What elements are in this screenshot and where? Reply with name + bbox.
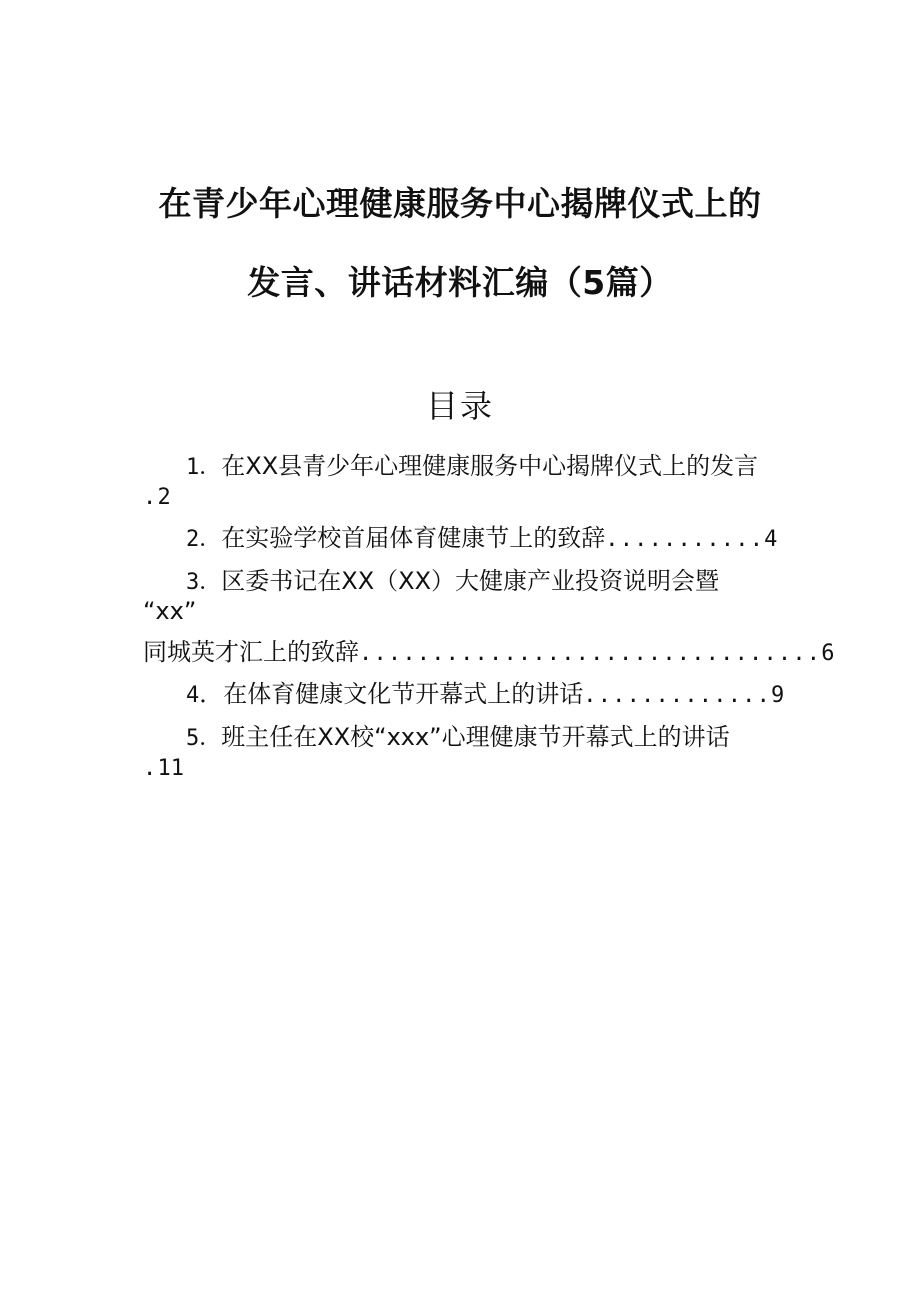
toc-leader-dots: ...........: [605, 527, 765, 552]
toc-leader-dots: .: [143, 485, 158, 510]
toc-page-number: 2: [157, 485, 171, 510]
toc-entry-4[interactable]: [186, 678, 784, 712]
toc-entry-text: 班主任在XX校“xxx”心理健康节开幕式上的讲话: [221, 723, 730, 751]
toc-entry-1-page-line: [143, 480, 171, 514]
toc-heading: 目录: [425, 387, 494, 425]
toc-leader-dots: .............: [583, 683, 772, 708]
toc-entry-5-page-line: [143, 751, 184, 785]
document-title-line-2: 发言、讲话材料汇编（5篇）: [247, 263, 673, 302]
toc-entry-text: 在XX县青少年心理健康服务中心揭牌仪式上的发言: [221, 452, 759, 480]
toc-entry-3[interactable]: [186, 565, 719, 599]
document-title-line-1: 在青少年心理健康服务中心揭牌仪式上的: [158, 184, 762, 223]
toc-page-number: 9: [771, 683, 785, 708]
toc-entry-text: “xx”: [143, 597, 197, 625]
toc-entry-5[interactable]: [186, 721, 730, 755]
toc-leader-dots: ................................: [359, 641, 822, 666]
toc-entry-text: 同城英才汇上的致辞: [143, 638, 359, 666]
toc-leader-dots: .: [143, 756, 158, 781]
toc-entry-number: 5．: [186, 726, 222, 751]
toc-page-number: 4: [764, 527, 778, 552]
toc-entry-number: 4: [186, 683, 200, 708]
toc-entry-number: 3．: [186, 570, 222, 595]
toc-entry-2[interactable]: [186, 522, 777, 556]
toc-entry-number: 1．: [186, 455, 222, 480]
toc-entry-text: 在实验学校首届体育健康节上的致辞: [221, 524, 606, 552]
toc-page-number: 6: [821, 641, 835, 666]
toc-entry-text: ．在体育健康文化节开幕式上的讲话: [199, 680, 584, 708]
toc-page-number: 11: [157, 756, 184, 781]
toc-entry-3-continuation-2: [143, 636, 835, 670]
toc-entry-1[interactable]: [186, 450, 758, 484]
toc-entry-number: 2．: [186, 527, 222, 552]
toc-entry-text: 区委书记在XX（XX）大健康产业投资说明会暨: [221, 567, 720, 595]
toc-entry-3-continuation: [143, 595, 196, 627]
